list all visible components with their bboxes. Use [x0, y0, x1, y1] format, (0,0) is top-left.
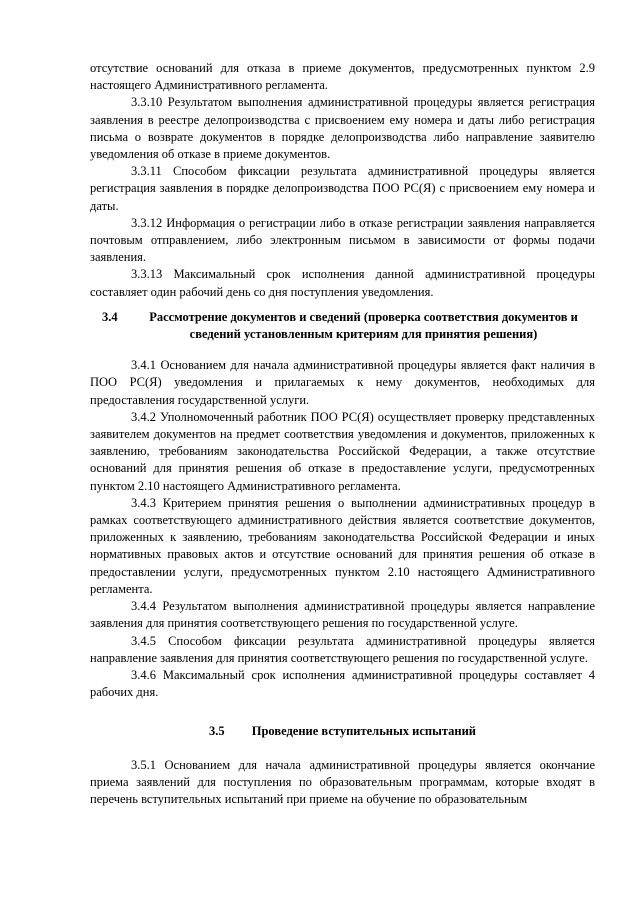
paragraph-3-4-5: 3.4.5 Способом фиксации результата административной процедуры является направление заявления для принятия соответствующего решения по государственной услуге. [90, 633, 595, 665]
section-number: 3.4 [102, 309, 118, 324]
section-heading-3-5 [90, 723, 595, 740]
section-title: Рассмотрение документов и сведений (проверка соответствия документов и сведений установленным критериям для принятия решения) [149, 309, 578, 342]
paragraph-3-4-6: 3.4.6 Максимальный срок исполнения административной процедуры составляет 4 рабочих дня. [90, 667, 595, 700]
paragraph-3-4-4: 3.4.4 Результатом выполнения административной процедуры является направление заявления для принятия соответствующего решения по государственной услуге. [90, 599, 595, 631]
document-page [90, 60, 595, 808]
paragraph-3-4-1: 3.4.1 Основанием для начала административной процедуры является факт наличия в ПОО РС(Я) уведомления и прилагаемых к нему документов, необходимых для предоставления государственной услуги. [90, 358, 595, 407]
paragraph-3-3-12: 3.3.12 Информация о регистрации либо в отказе регистрации заявления направляется почтовым отправлением, либо электронным письмом в зависимости от формы подачи заявления. [90, 215, 595, 265]
paragraph-continuation: отсутствие оснований для отказа в приеме документов, предусмотренных пунктом 2.9 настоящего Административного регламента. [90, 61, 595, 93]
section-heading-3-4 [90, 309, 595, 343]
paragraph-3-3-11: 3.3.11 Способом фиксации результата административной процедуры является регистрация заявления в порядке делопроизводства ПОО РС(Я) с присвоением ему номера и даты. [90, 164, 595, 213]
paragraph-3-4-2: 3.4.2 Уполномоченный работник ПОО РС(Я) осуществляет проверку представленных заявителем документов на предмет соответствия уведомления и документов, приложенных к заявлению, требованиям законодательства Российской Федерации, а также отсутствие оснований для принятия решения об отказе в предоставление услуги, предусмотренных пунктом 2.10 настоящего Административного регламента. [90, 409, 595, 493]
paragraph-3-3-10: 3.3.10 Результатом выполнения административной процедуры является регистрация заявления в реестре делопроизводства с присвоением ему номера и даты либо регистрация письма о возврате документов в порядке делопроизводства либо направление заявителю уведомления об отказе в приеме документов. [90, 95, 595, 162]
paragraph-3-4-3: 3.4.3 Критерием принятия решения о выполнении административных процедур в рамках соответствующего административного действия является соответствие документов, приложенных к заявлению, требованиям законодательства Российской Федерации и иных нормативных правовых актов и отсутствие оснований для принятия решения об отказе в предоставлении услуги, предусмотренных пунктом 2.10 настоящего Административного регламента. [90, 495, 595, 596]
paragraph-3-3-13: 3.3.13 Максимальный срок исполнения данной административной процедуры составляет один рабочий день со дня поступления уведомления. [90, 267, 595, 299]
section-title: Проведение вступительных испытаний [251, 724, 477, 739]
paragraph-3-5-1: 3.5.1 Основанием для начала административной процедуры является окончание приема заявлений для поступления по образовательным программам, которые входят в перечень вступительных испытаний при приеме на обучение по образовательным [90, 757, 595, 806]
section-number: 3.5 [208, 724, 225, 739]
